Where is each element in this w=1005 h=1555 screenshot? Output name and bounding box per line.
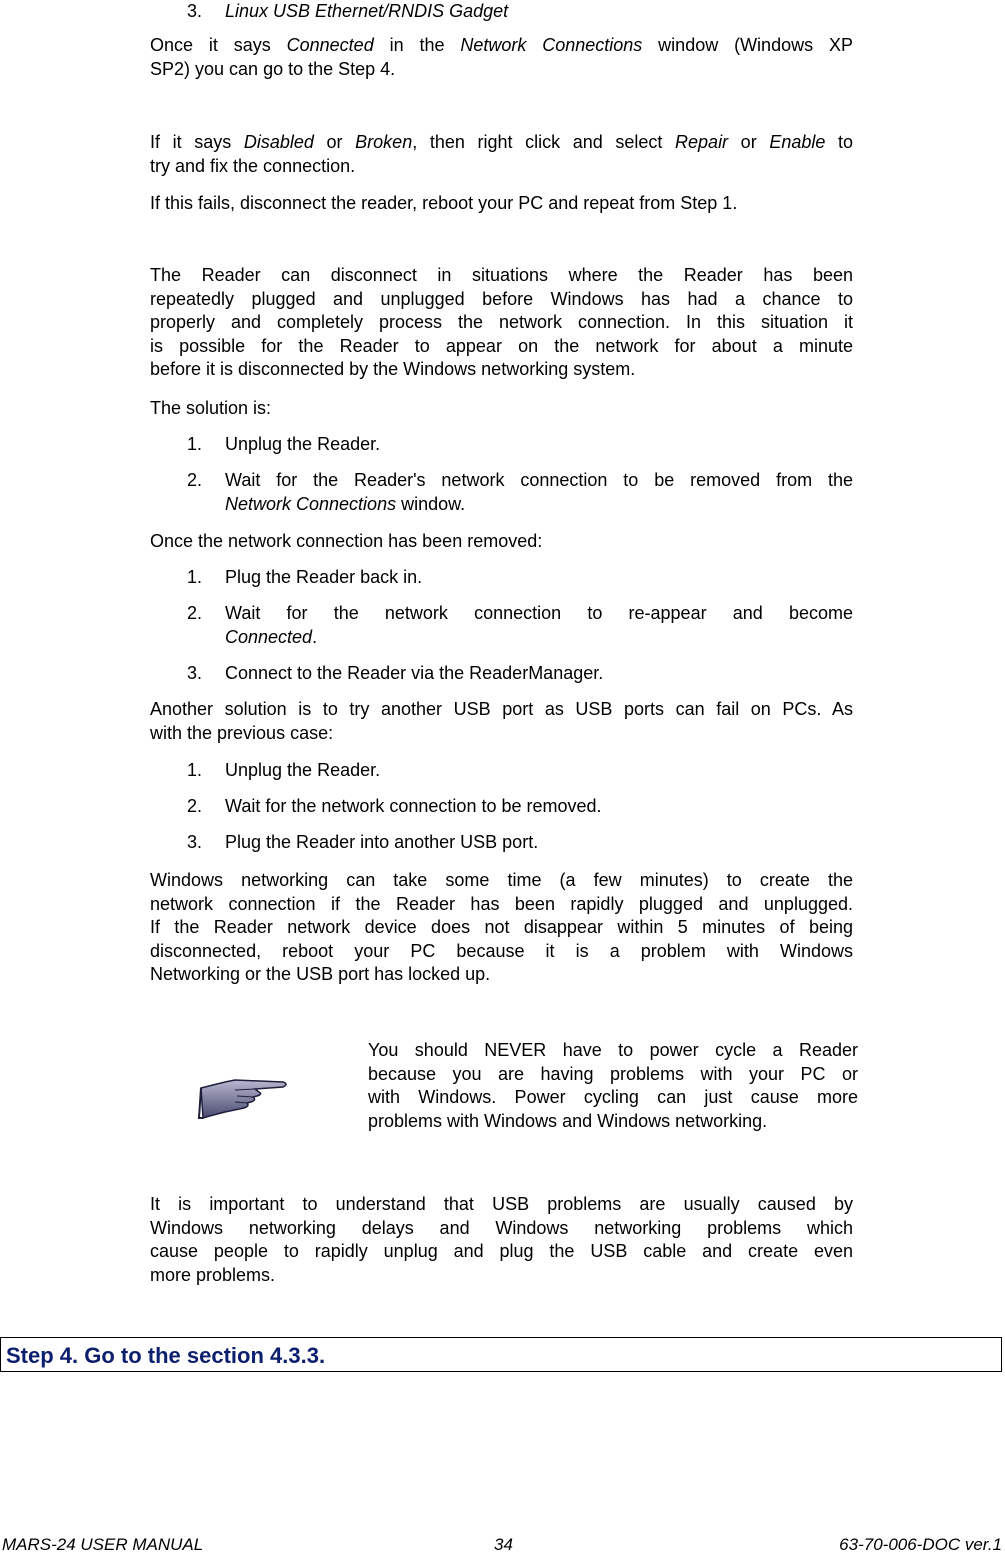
- solution-intro: The solution is:: [150, 398, 272, 418]
- list-number: 3.: [187, 663, 203, 683]
- list-text: Wait for the Reader's network connection to be removed from the Network Connections window.: [225, 470, 853, 514]
- warning-note: You should NEVER have to power cycle a Reader because you are having problems with your PC or with Windows. Power cycling can just cause more problems with Windows and Windows networking.: [368, 1040, 858, 1131]
- list-item-top: [0, 0, 1005, 24]
- list-number: 1.: [187, 434, 203, 454]
- list-number: 3.: [187, 1, 203, 21]
- list-text: Plug the Reader back in.: [225, 567, 423, 587]
- pointing-hand-icon: [195, 1074, 291, 1127]
- footer-right: 63-70-006-DOC ver.1: [839, 1535, 1002, 1554]
- para-windows-networking: Windows networking can take some time (a few minutes) to create the network connection if the Reader has been rapidly plugged and unplugged. If the Reader network device does not disappear within 5 minutes of being disconnected, reboot your PC because it is a problem with Windows Networking or the USB port has locked up.: [150, 870, 853, 984]
- para-disconnect: The Reader can disconnect in situations where the Reader has been repeatedly plugged and unplugged before Windows has had a chance to properly and completely process the network connection. In this situation it is possible for the Reader to appear on the network for about a minute before it is disconnected by the Windows networking system.: [150, 265, 853, 379]
- list-text: Linux USB Ethernet/RNDIS Gadget: [225, 1, 509, 21]
- para-fails: If this fails, disconnect the reader, reboot your PC and repeat from Step 1.: [150, 193, 738, 213]
- footer-left: MARS-24 USER MANUAL: [2, 1535, 204, 1554]
- step-heading-box: [0, 1337, 1002, 1372]
- para-connected: Once it says Connected in the Network Connections window (Windows XP SP2) you can go to the Step 4.: [150, 35, 853, 79]
- step-heading: Step 4. Go to the section 4.3.3.: [6, 1343, 326, 1368]
- list-text: Wait for the network connection to re-appear and become Connected.: [225, 603, 853, 647]
- list-number: 1.: [187, 567, 203, 587]
- list-number: 3.: [187, 832, 203, 852]
- removed-intro: Once the network connection has been removed:: [150, 531, 543, 551]
- list-text: Unplug the Reader.: [225, 434, 381, 454]
- list-number: 2.: [187, 603, 203, 623]
- list-text: Connect to the Reader via the ReaderManager.: [225, 663, 604, 683]
- list-number: 1.: [187, 760, 203, 780]
- list-number: 2.: [187, 796, 203, 816]
- para-another-solution: Another solution is to try another USB port as USB ports can fail on PCs. As with the previous case:: [150, 699, 853, 743]
- para-disabled: If it says Disabled or Broken, then right click and select Repair or Enable to try and fix the connection.: [150, 132, 854, 176]
- list-text: Unplug the Reader.: [225, 760, 381, 780]
- list-number: 2.: [187, 470, 203, 490]
- para-important: It is important to understand that USB problems are usually caused by Windows networking delays and Windows networking problems which cause people to rapidly unplug and plug the USB cable and create even more problems.: [150, 1194, 853, 1285]
- footer-page-number: 34: [494, 1535, 513, 1554]
- list-text: Wait for the network connection to be removed.: [225, 796, 602, 816]
- list-text: Plug the Reader into another USB port.: [225, 832, 539, 852]
